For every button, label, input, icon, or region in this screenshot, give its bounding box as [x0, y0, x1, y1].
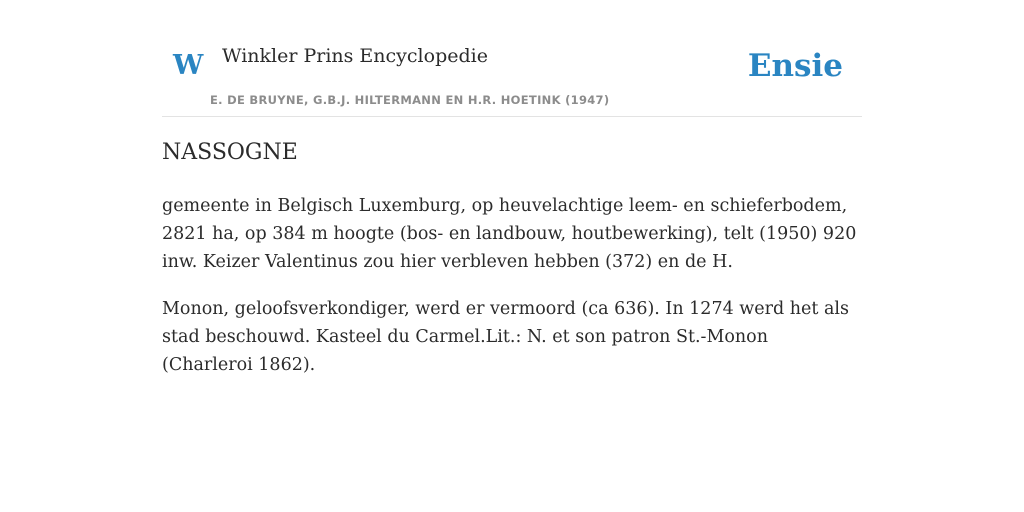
entry-paragraph: gemeente in Belgisch Luxemburg, op heuvelachtige leem- en schieferbodem, 2821 ha, op 384 m hoogte (bos- en landbouw, houtbewerking), telt (1950) 920 inw. Keizer Valentinus zou hier verbleven hebben (372) en de H. [162, 196, 857, 272]
source-header [162, 0, 862, 117]
brand-logo[interactable]: Ensie [747, 48, 843, 84]
entry-body [162, 192, 862, 398]
source-authors: E. DE BRUYNE, G.B.J. HILTERMANN EN H.R. HOETINK (1947) [210, 93, 610, 107]
source-logo[interactable]: W [173, 50, 204, 81]
entry-title: NASSOGNE [162, 140, 298, 165]
page [162, 0, 862, 375]
entry-paragraph: Monon, geloofsverkondiger, werd er vermoord (ca 636). In 1274 werd het als stad beschouwd. Kasteel du Carmel.Lit.: N. et son patron St.-Monon (Charleroi 1862). [162, 299, 849, 375]
source-title[interactable]: Winkler Prins Encyclopedie [222, 45, 488, 67]
